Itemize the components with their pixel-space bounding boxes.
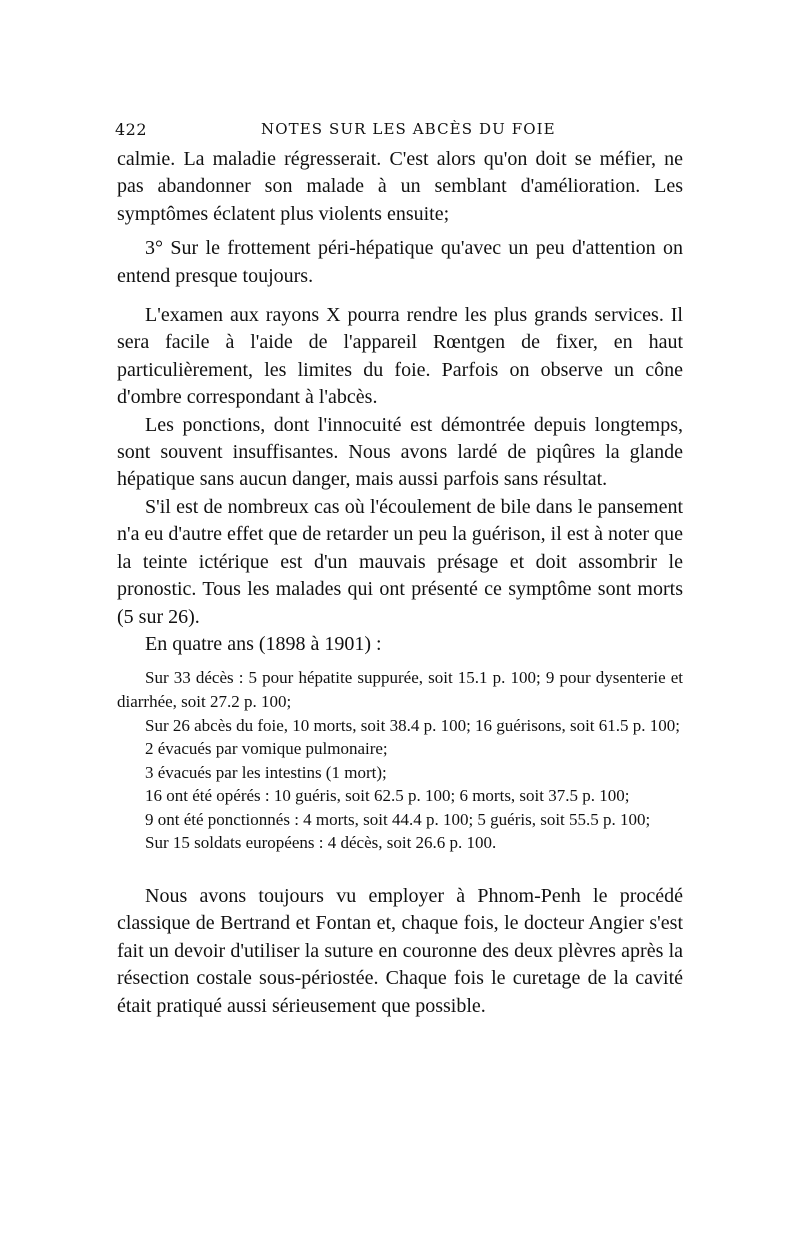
stat-line: Sur 26 abcès du foie, 10 morts, soit 38.4 p. 100; 16 guérisons, soit 61.5 p. 100; — [145, 715, 681, 735]
paragraph-punctures: Les ponctions, dont l'innocuité est démontrée depuis longtemps, sont souvent insuffisantes. Nous avons lardé de piqûres la glande hépatique sans aucun danger, mais aussi parfois sans résultat. — [117, 413, 683, 491]
paragraph-procedure: Nous avons toujours vu employer à Phnom-Penh le procédé classique de Bertrand et Fontan et, chaque fois, le docteur Angier s'est fait un devoir d'utiliser la suture en couronne des deux plèvres après la résection costale sous-périostée. Chaque fois le curetage de la cavité était pratiqué aussi sérieusement que possible. — [117, 885, 683, 1017]
paragraph-continuation: calmie. La maladie régresserait. C'est alors qu'on doit se méfier, ne pas abandonner son malade à un semblant d'amélioration. Les symptômes éclatent plus violents ensuite; — [117, 148, 683, 225]
stat-line: 2 évacués par vomique pulmonaire; — [145, 739, 388, 759]
statistics-block — [117, 666, 683, 855]
paragraph-point-3: 3° Sur le frottement péri-hépatique qu'avec un peu d'attention on entend presque toujours. — [117, 237, 683, 287]
stat-line: 3 évacués par les intestins (1 mort); — [145, 762, 387, 782]
stat-line: 16 ont été opérés : 10 guéris, soit 62.5 p. 100; 6 morts, soit 37.5 p. 100; — [145, 786, 630, 806]
body-text — [117, 146, 683, 1020]
paragraph-xray: L'examen aux rayons X pourra rendre les plus grands services. Il sera facile à l'aide de l'appareil Rœntgen de fixer, en haut particulièrement, les limites du foie. Parfois on observe un cône d'ombre correspondant à l'abcès. — [117, 304, 683, 409]
running-title: NOTES SUR LES ABCÈS DU FOIE — [261, 120, 556, 138]
page-number: 422 — [115, 120, 148, 139]
stat-line: Sur 15 soldats européens : 4 décès, soit 26.6 p. 100. — [145, 833, 497, 853]
page-header — [115, 120, 685, 142]
stat-line: 9 ont été ponctionnés : 4 morts, soit 44.4 p. 100; 5 guéris, soit 55.5 p. 100; — [145, 809, 651, 829]
stat-line: Sur 33 décès : 5 pour hépatite suppurée, soit 15.1 p. 100; 9 pour dysenterie et diarrhée, soit 27.2 p. 100; — [117, 668, 683, 711]
paragraph-four-years: En quatre ans (1898 à 1901) : — [145, 632, 382, 655]
paragraph-bile: S'il est de nombreux cas où l'écoulement de bile dans le pansement n'a eu d'autre effet que de retarder un peu la guérison, il est à noter que la teinte ictérique est d'un mauvais présage et doit assombrir le pronostic. Tous les malades qui ont présenté ce symptôme sont morts (5 sur 26). — [117, 495, 683, 628]
